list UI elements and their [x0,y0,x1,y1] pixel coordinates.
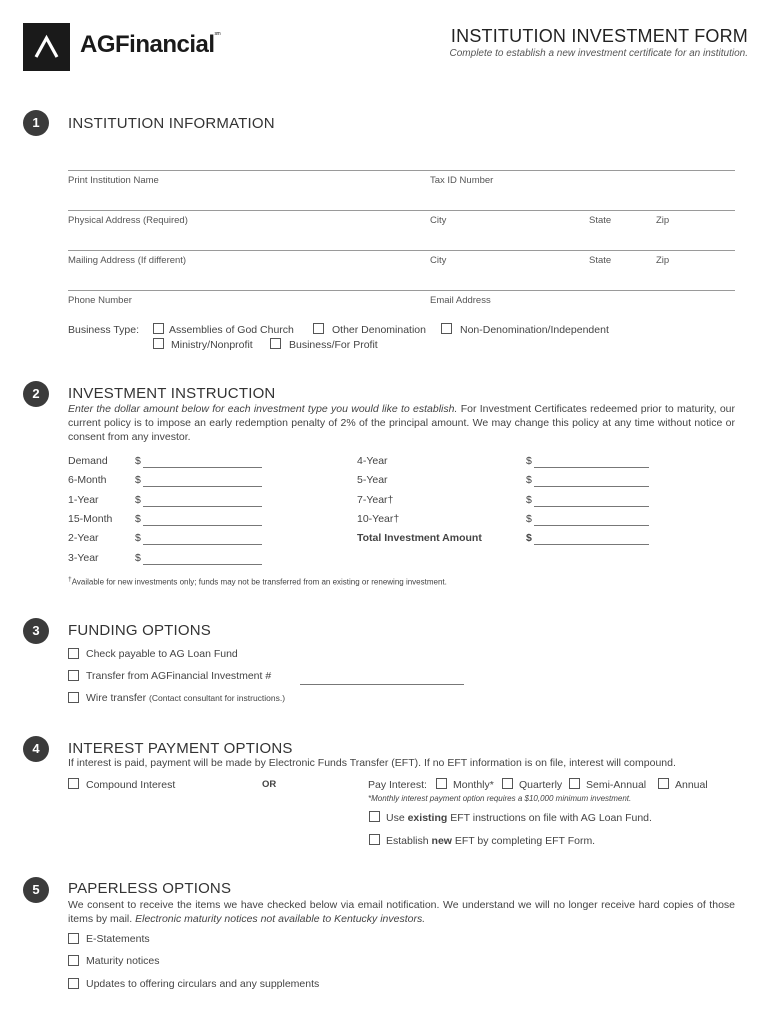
checkbox-e-statements[interactable] [68,933,79,944]
option-maturity-notices: Maturity notices [86,955,160,967]
checkbox-new-eft[interactable] [369,834,380,845]
section-1-title: INSTITUTION INFORMATION [68,115,275,132]
investment-instructions-text: Enter the dollar amount below for each investment type you would like to establish. For Investment Certificates redeemed prior to maturity, our current policy is to impose an early redemption penalty of 2% of the principal amount. We may change this policy at any time without notice or consent from any investor. [68,403,735,443]
zip-label-2: Zip [656,255,670,266]
section-3-badge: 3 [23,618,49,644]
option-compound-interest: Compound Interest [86,779,176,791]
city-label-1: City [430,215,447,226]
option-semi-annual: Semi-Annual [586,779,647,791]
email-label: Email Address [430,295,491,306]
amount-field-3-year[interactable] [143,564,262,565]
checkbox-assemblies-of-god[interactable] [153,323,164,334]
brand-logo: AGFinancial$^{sm}$ [80,31,221,58]
section-2-badge: 2 [23,381,49,407]
footnote: †Available for new investments only; funds may not be transferred from an existing or renewing investment. [68,576,447,587]
tax-id-label: Tax ID Number [430,175,494,186]
investment-label-total: Total Investment Amount [357,532,482,545]
currency-symbol: $ [135,512,141,525]
mailing-address-label: Mailing Address (If different) [68,255,187,266]
line-mailing-address[interactable] [68,250,735,251]
checkbox-other-denomination[interactable] [313,323,324,334]
section-5-title: PAPERLESS OPTIONS [68,880,232,897]
checkbox-semi-annual[interactable] [569,778,580,789]
form-title: INSTITUTION INVESTMENT FORM [450,26,748,46]
pay-interest-label: Pay Interest: [368,779,427,791]
option-offering-updates: Updates to offering circulars and any supplements [86,978,320,990]
amount-field-demand[interactable] [143,467,262,468]
amount-field-7-year-[interactable] [534,506,649,507]
checkbox-compound-interest[interactable] [68,778,79,789]
amount-field-10-year-[interactable] [534,525,649,526]
line-physical-address[interactable] [68,210,735,211]
investment-label-10-year-: 10-Year† [357,512,400,525]
currency-symbol: $ [135,493,141,506]
city-label-2: City [430,255,447,266]
investment-label-3-year: 3-Year [68,551,99,564]
amount-field-6-month[interactable] [143,486,262,487]
currency-symbol: $ [526,493,532,506]
section-4-title: INTEREST PAYMENT OPTIONS [68,740,293,757]
state-label-2: State [589,255,612,266]
section-3-title: FUNDING OPTIONS [68,622,212,639]
checkbox-business-for-profit[interactable] [270,338,281,349]
amount-field-2-year[interactable] [143,544,262,545]
checkbox-non-denomination[interactable] [441,323,452,334]
option-new-eft: Establish new EFT by completing EFT Form. [386,835,596,847]
option-e-statements: E-Statements [86,933,150,945]
investment-label-demand: Demand [68,455,108,467]
investment-label-7-year-: 7-Year† [357,493,394,506]
amount-field-1-year[interactable] [143,506,262,507]
form-subtitle: Complete to establish a new investment certificate for an institution. [449,48,748,59]
investment-label-2-year: 2-Year [68,532,99,545]
amount-field-4-year[interactable] [534,467,649,468]
section-5-badge: 5 [23,877,49,903]
option-ministry-nonprofit: Ministry/Nonprofit [171,339,253,351]
option-monthly: Monthly* [453,779,494,791]
option-annual: Annual [675,779,708,791]
checkbox-transfer[interactable] [68,670,79,681]
currency-symbol: $ [135,532,141,545]
option-existing-eft: Use existing EFT instructions on file with AG Loan Fund. [386,812,652,824]
phone-label: Phone Number [68,295,132,306]
option-other-denomination: Other Denomination [332,324,426,336]
checkbox-offering-updates[interactable] [68,978,79,989]
investment-label-1-year: 1-Year [68,493,99,506]
checkbox-maturity-notices[interactable] [68,955,79,966]
checkbox-wire-transfer[interactable] [68,692,79,703]
investment-label-4-year: 4-Year [357,455,388,467]
checkbox-monthly[interactable] [436,778,447,789]
amount-field-15-month[interactable] [143,525,262,526]
option-assemblies-of-god: Assemblies of God Church [169,324,294,336]
section-4-badge: 4 [23,736,49,762]
amount-field-total[interactable] [534,544,649,545]
option-wire-transfer: Wire transfer (Contact consultant for instructions.) [86,692,286,704]
monthly-note: *Monthly interest payment option requires a $10,000 minimum investment. [368,794,632,803]
checkbox-ministry-nonprofit[interactable] [153,338,164,349]
line-phone-email[interactable] [68,290,735,291]
checkbox-annual[interactable] [658,778,669,789]
option-check-payable: Check payable to AG Loan Fund [86,648,238,660]
currency-symbol: $ [135,551,141,564]
line-institution-name[interactable] [68,170,735,171]
investment-label-15-month: 15-Month [68,512,113,525]
currency-symbol: $ [526,532,532,545]
business-type-label: Business Type: [68,324,140,336]
physical-address-label: Physical Address (Required) [68,215,188,226]
investment-label-5-year: 5-Year [357,474,388,487]
or-label: OR [262,779,277,790]
checkbox-quarterly[interactable] [502,778,513,789]
checkbox-existing-eft[interactable] [369,811,380,822]
institution-name-label: Print Institution Name [68,175,159,186]
zip-label-1: Zip [656,215,670,226]
state-label-1: State [589,215,612,226]
option-business-for-profit: Business/For Profit [289,339,378,351]
currency-symbol: $ [135,455,141,467]
transfer-investment-number-field[interactable] [300,684,464,685]
currency-symbol: $ [526,512,532,525]
currency-symbol: $ [526,455,532,467]
currency-symbol: $ [526,474,532,487]
section-2-title: INVESTMENT INSTRUCTION [68,385,276,402]
investment-label-6-month: 6-Month [68,474,107,487]
section-1-badge: 1 [23,110,49,136]
option-quarterly: Quarterly [519,779,563,791]
checkbox-check-payable[interactable] [68,648,79,659]
currency-symbol: $ [135,474,141,487]
option-transfer: Transfer from AGFinancial Investment # [86,670,272,682]
option-non-denomination: Non-Denomination/Independent [460,324,609,336]
logo-chevron-icon [23,23,70,71]
paperless-intro: We consent to receive the items we have checked below via email notification. We understand we will no longer receive hard copies of those items by mail. Electronic maturity notices not available to Kentucky investors. [68,899,735,925]
interest-intro: If interest is paid, payment will be made by Electronic Funds Transfer (EFT). If no EFT information is on file, interest will compound. [68,757,676,769]
amount-field-5-year[interactable] [534,486,649,487]
logo-mark [23,23,70,71]
